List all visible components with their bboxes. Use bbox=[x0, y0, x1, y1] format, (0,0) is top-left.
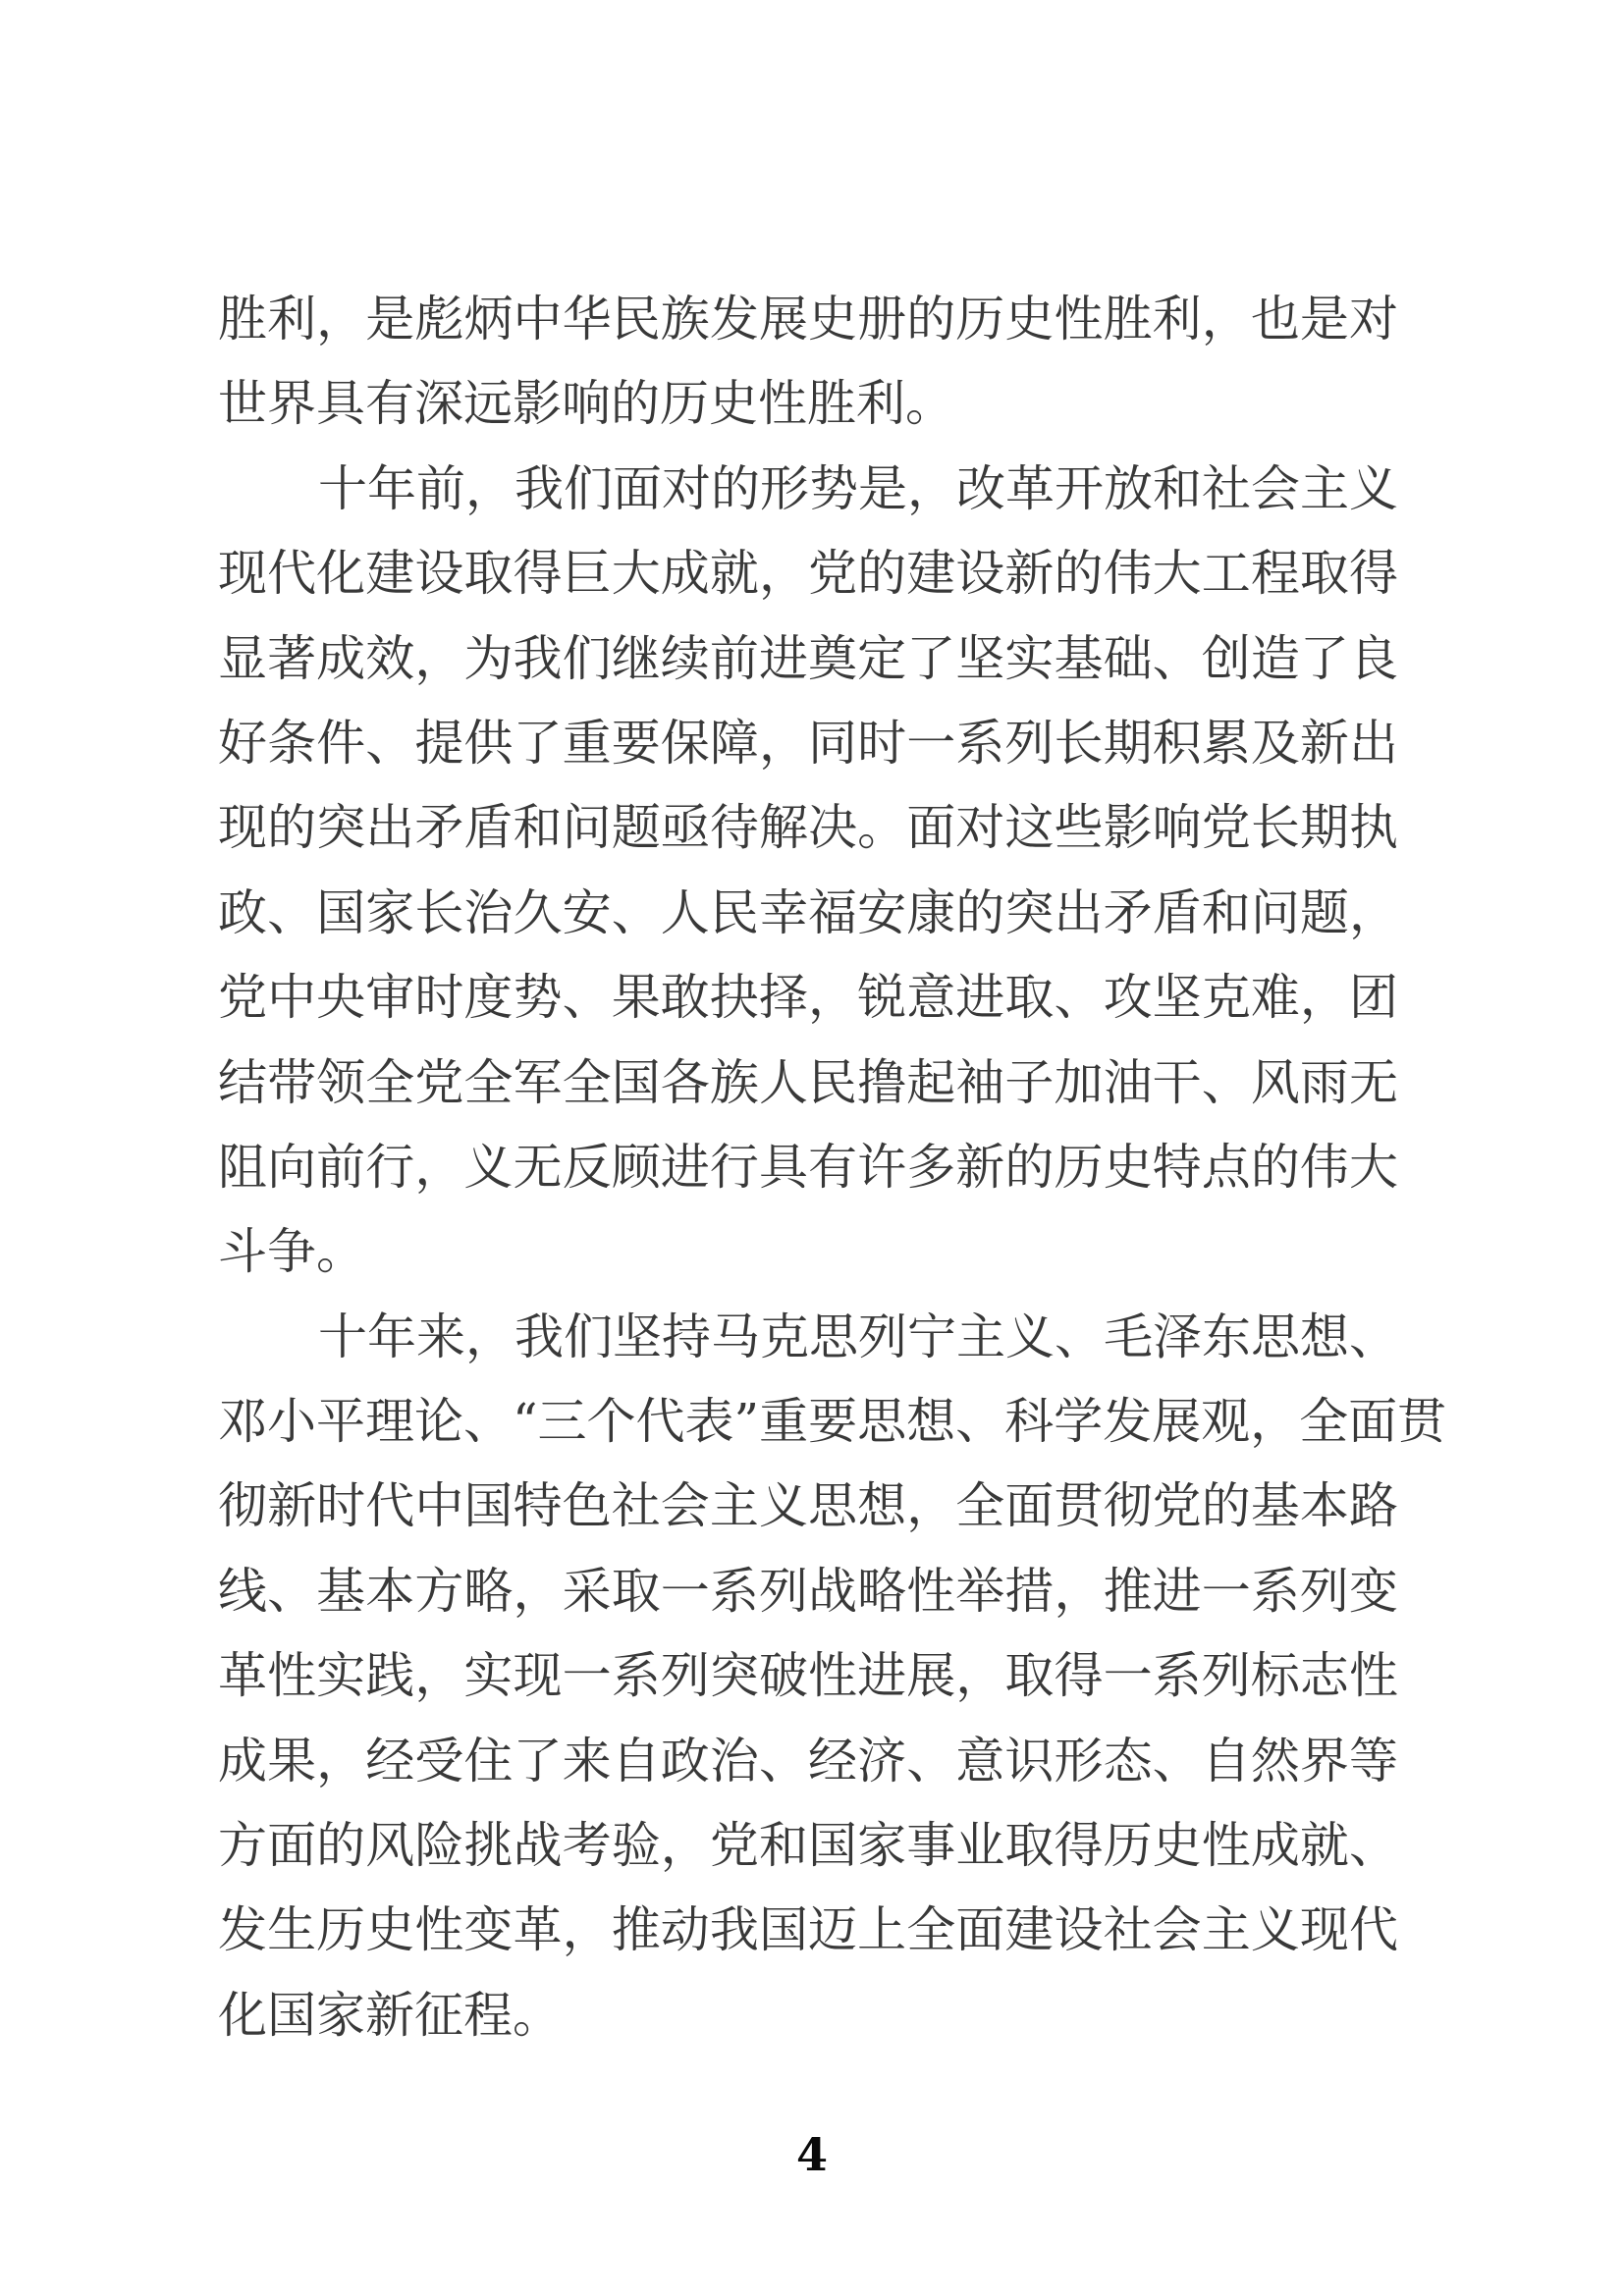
paragraph bbox=[218, 277, 1398, 447]
text-line: 现代化建设取得巨大成就，党的建设新的伟大工程取得 bbox=[218, 545, 1398, 603]
text-line: 政、国家长治久安、人民幸福安康的突出矛盾和问题， bbox=[218, 883, 1398, 941]
text-line: 邓小平理论、“三个代表”重要思想、科学发展观，全面贯 bbox=[218, 1393, 1447, 1451]
text-line: 党中央审时度势、果敢抉择，锐意进取、攻坚克难，团 bbox=[218, 969, 1398, 1027]
text-line: 十年来，我们坚持马克思列宁主义、毛泽东思想、 bbox=[318, 1308, 1398, 1365]
text-line: 革性实践，实现一系列突破性进展，取得一系列标志性 bbox=[218, 1647, 1398, 1705]
text-line: 成果，经受住了来自政治、经济、意识形态、自然界等 bbox=[218, 1732, 1398, 1789]
document-body bbox=[218, 277, 1447, 2057]
text-line: 彻新时代中国特色社会主义思想，全面贯彻党的基本路 bbox=[218, 1477, 1398, 1535]
text-line: 化国家新征程。 bbox=[218, 1986, 562, 2044]
text-line: 十年前，我们面对的形势是，改革开放和社会主义 bbox=[318, 459, 1398, 517]
text-line: 结带领全党全军全国各族人民撸起袖子加油干、风雨无 bbox=[218, 1053, 1398, 1111]
paragraph bbox=[218, 1295, 1447, 2058]
text-line: 显著成效，为我们继续前进奠定了坚实基础、创造了良 bbox=[218, 629, 1398, 687]
text-line: 斗争。 bbox=[218, 1223, 365, 1281]
paragraph bbox=[218, 447, 1398, 1295]
text-line: 世界具有深远影响的历史性胜利。 bbox=[218, 375, 954, 433]
text-line: 发生历史性变革，推动我国迈上全面建设社会主义现代 bbox=[218, 1901, 1398, 1959]
text-line: 方面的风险挑战考验，党和国家事业取得历史性成就、 bbox=[218, 1817, 1398, 1875]
text-line: 线、基本方略，采取一系列战略性举措，推进一系列变 bbox=[218, 1562, 1398, 1620]
text-line: 胜利，是彪炳中华民族发展史册的历史性胜利，也是对 bbox=[218, 291, 1398, 347]
text-line: 现的突出矛盾和问题亟待解决。面对这些影响党长期执 bbox=[218, 799, 1398, 857]
page-number: 4 bbox=[795, 2128, 828, 2181]
text-line: 阻向前行，义无反顾进行具有许多新的历史特点的伟大 bbox=[218, 1138, 1398, 1196]
text-line: 好条件、提供了重要保障，同时一系列长期积累及新出 bbox=[218, 714, 1398, 772]
